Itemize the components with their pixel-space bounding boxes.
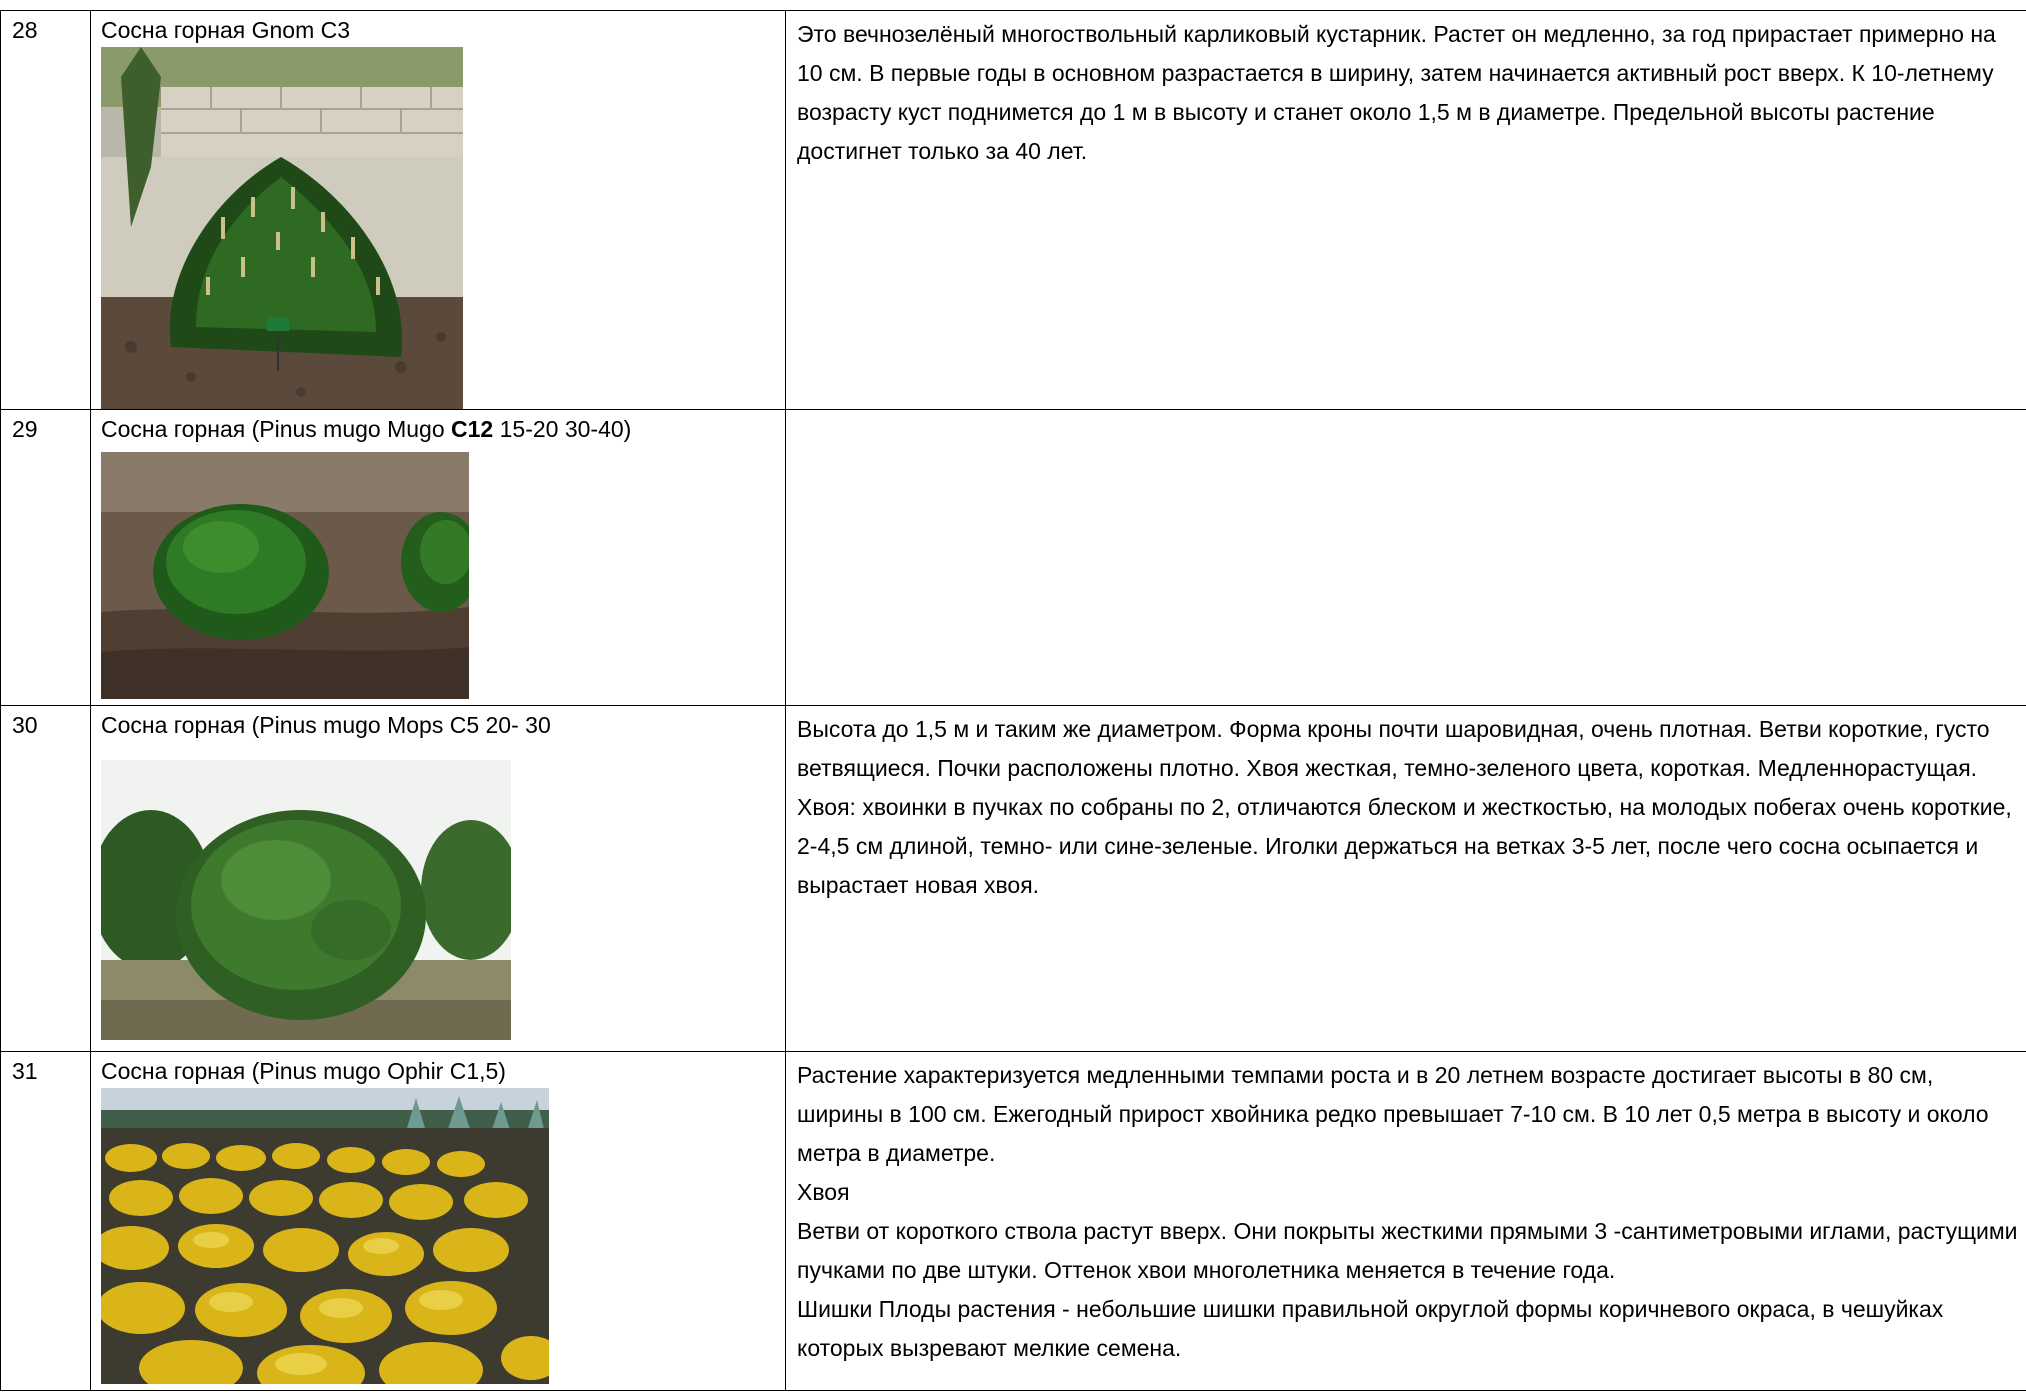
description-paragraph: Высота до 1,5 м и таким же диаметром. Форма кроны почти шаровидная, очень плотная. Ветви короткие, густо ветвящиеся. Почки расположены плотно. Хвоя жесткая, темно-зеленого цвета, короткая. Медленнорастущая. Хвоя: хвоинки в пучках по собраны по 2, отличаются блеском и жесткостью, на молодых побегах очень короткие, 2-4,5 см длиной, темно- или сине-зеленые. Иголки держаться на ветках 3-5 лет, после чего сосна осыпается и вырастает новая хвоя. <box>797 716 2012 898</box>
row-number-cell <box>1 706 91 1052</box>
pine-ophir-nursery-photo <box>101 1088 549 1384</box>
pine-mugo-soil-photo <box>101 452 469 699</box>
plant-name-cell <box>91 410 786 706</box>
table-row <box>1 11 2026 410</box>
plants-table <box>0 10 2026 1391</box>
plant-name-cell <box>91 1052 786 1391</box>
table-row <box>1 410 2026 706</box>
description-text <box>786 11 2026 171</box>
row-number: 30 <box>12 712 38 738</box>
plant-name <box>91 410 785 444</box>
description-paragraph: Это вечнозелёный многоствольный карликовый кустарник. Растет он медленно, за год прирастает примерно на 10 см. В первые годы в основном разрастается в ширину, затем начинается активный рост вверх. К 10-летнему возрасту куст поднимется до 1 м в высоту и станет около 1,5 м в диаметре. Предельной высоты растение достигнет только за 40 лет. <box>797 21 1996 164</box>
row-number-cell <box>1 1052 91 1391</box>
description-paragraph: Растение характеризуется медленными темпами роста и в 20 летнем возрасте достигает высоты в 80 см, ширины в 100 см. Ежегодный прирост хвойника редко превышает 7-10 см. В 10 лет 0,5 метра в высоту и около метра в диаметре. <box>797 1062 1989 1166</box>
row-number-cell <box>1 11 91 410</box>
description-paragraph: Ветви от короткого ствола растут вверх. Они покрыты жесткими прямыми 3 -сантиметровыми иглами, растущими пучками по две штуки. Оттенок хвои многолетника меняется в течение года. <box>797 1218 2018 1283</box>
description-text <box>786 1052 2026 1368</box>
table-row <box>1 706 2026 1052</box>
plant-name-part: 15-20 30-40) <box>493 416 632 442</box>
plant-name: Сосна горная Gnom C3 <box>101 17 351 43</box>
pine-gnom-garden-photo <box>101 47 463 409</box>
plant-name: Сосна горная (Pinus mugo Ophir C1,5) <box>101 1058 506 1084</box>
plant-name: Сосна горная (Pinus mugo Mops C5 20- 30 <box>101 712 551 738</box>
description-text <box>786 410 2026 414</box>
row-number: 28 <box>12 17 38 43</box>
description-cell <box>786 706 2026 1052</box>
description-paragraph: Хвоя <box>797 1179 850 1205</box>
description-text <box>786 706 2026 905</box>
row-number: 29 <box>12 416 38 442</box>
row-number: 31 <box>12 1058 38 1084</box>
row-number-cell <box>1 410 91 706</box>
plant-name-part: Сосна горная (Pinus mugo Mugo <box>101 416 452 442</box>
plant-name-bold-part: C12 <box>451 416 494 442</box>
plant-name-cell <box>91 11 786 410</box>
pine-mops-round-photo <box>101 760 511 1040</box>
description-cell <box>786 1052 2026 1391</box>
description-cell <box>786 11 2026 410</box>
description-cell <box>786 410 2026 706</box>
description-paragraph: Шишки Плоды растения - небольшие шишки правильной округлой формы коричневого окраса, в чешуйках которых вызревают мелкие семена. <box>797 1296 1944 1361</box>
plant-name-cell <box>91 706 786 1052</box>
table-row <box>1 1052 2026 1391</box>
